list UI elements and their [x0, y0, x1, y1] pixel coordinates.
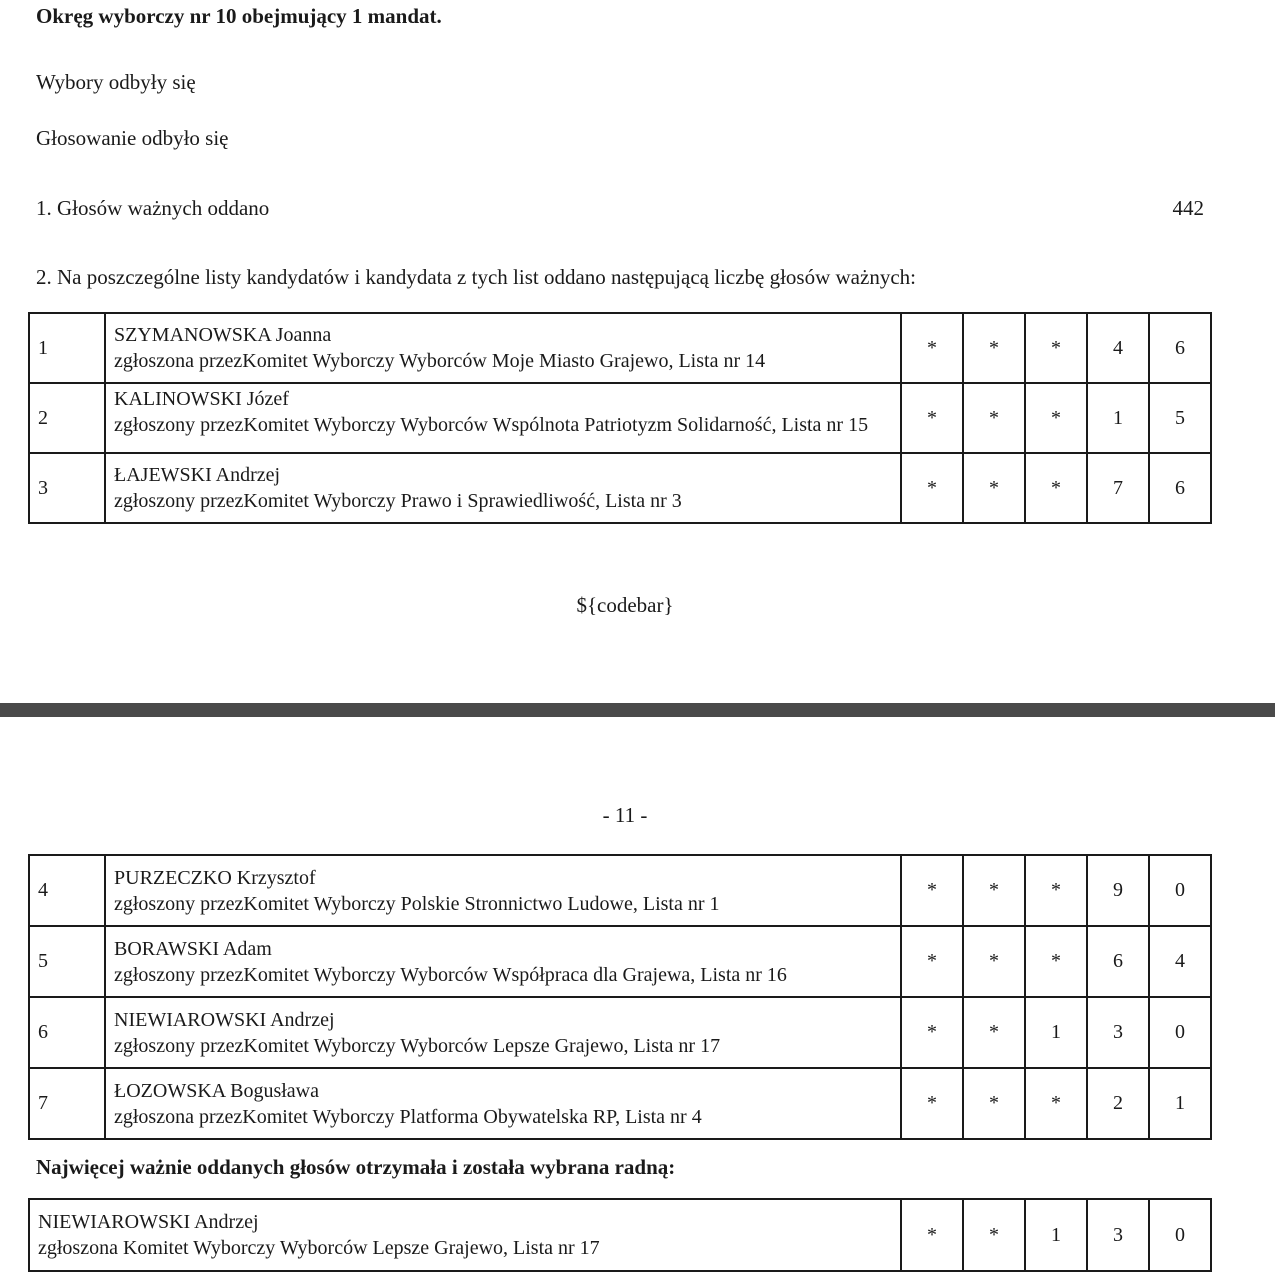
candidate-number: 1 — [29, 313, 105, 383]
vote-digit: 4 — [1149, 926, 1211, 997]
candidate-cell — [105, 313, 901, 383]
vote-digit: 1 — [1149, 1068, 1211, 1139]
district-heading: Okręg wyborczy nr 10 obejmujący 1 mandat. — [36, 4, 442, 28]
vote-digit: * — [963, 926, 1025, 997]
elected-candidate-cell — [29, 1199, 901, 1271]
candidate-committee: zgłoszony przezKomitet Wyborczy Wyborców Współpraca dla Grajewa, Lista nr 16 — [114, 963, 787, 986]
candidate-number: 4 — [29, 855, 105, 926]
page-separator — [0, 703, 1275, 717]
vote-digit: * — [963, 1068, 1025, 1139]
table-row — [29, 453, 1211, 523]
voting-held-text: Głosowanie odbyło się — [36, 126, 229, 150]
candidate-number: 7 — [29, 1068, 105, 1139]
vote-digit: * — [901, 997, 963, 1068]
vote-digit: * — [963, 855, 1025, 926]
vote-digit: 0 — [1149, 855, 1211, 926]
table-row — [29, 926, 1211, 997]
vote-digit: * — [1025, 855, 1087, 926]
vote-digit: 3 — [1087, 997, 1149, 1068]
candidate-committee: zgłoszony przezKomitet Wyborczy Polskie Stronnictwo Ludowe, Lista nr 1 — [114, 892, 720, 915]
candidates-table-page-2 — [28, 854, 1212, 1140]
candidate-number: 5 — [29, 926, 105, 997]
candidate-cell — [105, 926, 901, 997]
vote-digit: * — [1025, 313, 1087, 383]
lists-intro-text: 2. Na poszczególne listy kandydatów i kandydata z tych list oddano następującą liczbę głosów ważnych: — [36, 265, 916, 289]
vote-digit: 9 — [1087, 855, 1149, 926]
candidate-name: ŁAJEWSKI Andrzej — [114, 464, 281, 486]
vote-digit: 0 — [1149, 1199, 1211, 1271]
candidate-committee: zgłoszony przezKomitet Wyborczy Prawo i Sprawiedliwość, Lista nr 3 — [114, 490, 682, 512]
vote-digit: * — [1025, 1068, 1087, 1139]
vote-digit: 7 — [1087, 453, 1149, 523]
vote-digit: 6 — [1149, 313, 1211, 383]
vote-digit: * — [1025, 383, 1087, 453]
vote-digit: * — [901, 1068, 963, 1139]
vote-digit: * — [963, 1199, 1025, 1271]
vote-digit: 6 — [1087, 926, 1149, 997]
elected-candidate-name: NIEWIAROWSKI Andrzej — [38, 1211, 259, 1233]
vote-digit: * — [963, 313, 1025, 383]
candidate-committee: zgłoszony przezKomitet Wyborczy Wyborców Wspólnota Patriotyzm Solidarność, Lista nr 15 — [114, 414, 869, 436]
vote-digit: 1 — [1025, 1199, 1087, 1271]
vote-digit: * — [901, 383, 963, 453]
elected-heading: Najwięcej ważnie oddanych głosów otrzymała i została wybrana radną: — [36, 1155, 676, 1179]
vote-digit: * — [901, 453, 963, 523]
table-row — [29, 383, 1211, 453]
candidate-name: SZYMANOWSKA Joanna — [114, 324, 332, 346]
candidate-number: 3 — [29, 453, 105, 523]
vote-digit: 2 — [1087, 1068, 1149, 1139]
vote-digit: 1 — [1025, 997, 1087, 1068]
candidate-name: BORAWSKI Adam — [114, 937, 272, 960]
candidate-number: 2 — [29, 383, 105, 453]
vote-digit: * — [901, 1199, 963, 1271]
candidate-cell — [105, 453, 901, 523]
vote-digit: 1 — [1087, 383, 1149, 453]
table-row — [29, 1199, 1211, 1271]
valid-votes-label: 1. Głosów ważnych oddano — [36, 196, 270, 220]
vote-digit: * — [901, 926, 963, 997]
table-row — [29, 855, 1211, 926]
candidate-committee: zgłoszona przezKomitet Wyborczy Platforma Obywatelska RP, Lista nr 4 — [114, 1105, 702, 1128]
candidate-committee: zgłoszony przezKomitet Wyborczy Wyborców Lepsze Grajewo, Lista nr 17 — [114, 1034, 721, 1057]
candidate-cell — [105, 1068, 901, 1139]
elections-held-text: Wybory odbyły się — [36, 70, 196, 94]
vote-digit: * — [1025, 453, 1087, 523]
candidate-cell — [105, 997, 901, 1068]
codebar-placeholder: ${codebar} — [576, 593, 674, 617]
candidate-committee: zgłoszona przezKomitet Wyborczy Wyborców Moje Miasto Grajewo, Lista nr 14 — [114, 350, 766, 372]
elected-candidate-committee: zgłoszona Komitet Wyborczy Wyborców Lepsze Grajewo, Lista nr 17 — [38, 1237, 600, 1259]
candidate-cell — [105, 855, 901, 926]
vote-digit: 0 — [1149, 997, 1211, 1068]
elected-table — [28, 1198, 1212, 1272]
candidate-number: 6 — [29, 997, 105, 1068]
candidate-name: KALINOWSKI Józef — [114, 388, 289, 410]
vote-digit: * — [901, 313, 963, 383]
candidate-name: PURZECZKO Krzysztof — [114, 866, 316, 889]
table-row — [29, 997, 1211, 1068]
candidates-table-page-1 — [28, 312, 1212, 524]
vote-digit: 3 — [1087, 1199, 1149, 1271]
candidate-cell — [105, 383, 901, 453]
vote-digit: 5 — [1149, 383, 1211, 453]
vote-digit: 4 — [1087, 313, 1149, 383]
candidate-name: NIEWIAROWSKI Andrzej — [114, 1008, 335, 1031]
vote-digit: * — [963, 453, 1025, 523]
vote-digit: * — [963, 383, 1025, 453]
vote-digit: 6 — [1149, 453, 1211, 523]
table-row — [29, 313, 1211, 383]
candidate-name: ŁOZOWSKA Bogusława — [114, 1079, 319, 1102]
vote-digit: * — [1025, 926, 1087, 997]
vote-digit: * — [963, 997, 1025, 1068]
table-row — [29, 1068, 1211, 1139]
page-number: - 11 - — [602, 803, 648, 827]
valid-votes-value: 442 — [1172, 196, 1204, 220]
vote-digit: * — [901, 855, 963, 926]
